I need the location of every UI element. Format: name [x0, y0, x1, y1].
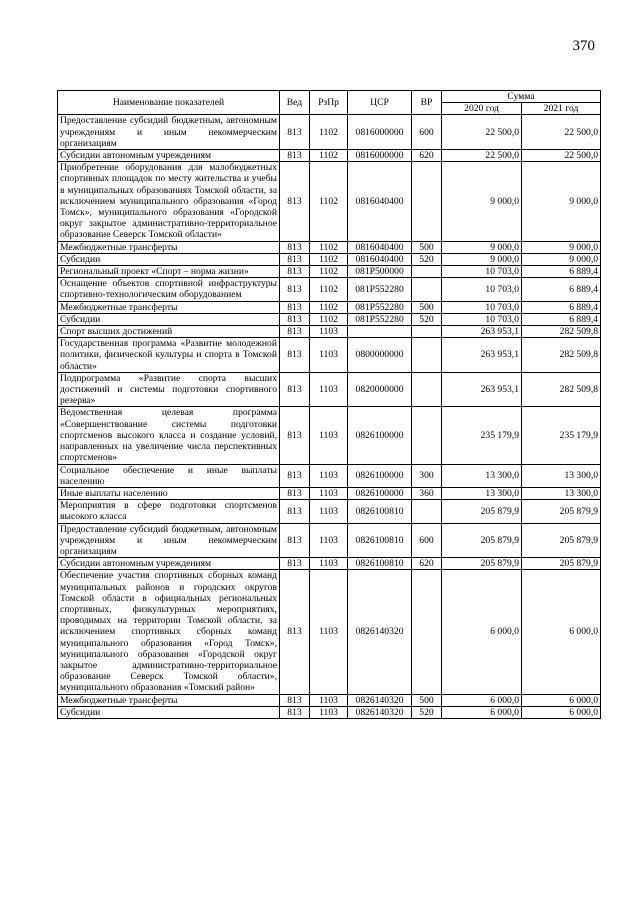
cell-vr [412, 500, 442, 523]
cell-amount-2021: 9 000,0 [522, 253, 601, 265]
cell-vr: 500 [412, 241, 442, 253]
cell-ved: 813 [280, 570, 310, 694]
cell-name: Подпрограмма «Развитие спорта высших достижений и системы подготовки спортивного резерва» [58, 372, 280, 407]
cell-ved: 813 [280, 487, 310, 499]
table-row [58, 115, 601, 150]
cell-name: Приобретение оборудования для малобюджетных спортивных площадок по месту жительства и учебы в муниципальных образованиях Томской области, за исключением муниципального образования «Город Томск», муниципального образования «Городской округ закрытое административно-территориальное образование Северск Томской области» [58, 162, 280, 241]
cell-amount-2020: 22 500,0 [442, 150, 522, 162]
cell-vr: 520 [412, 253, 442, 265]
cell-vr [412, 372, 442, 407]
cell-amount-2021: 205 879,9 [522, 500, 601, 523]
cell-rzpr: 1103 [310, 464, 348, 487]
cell-rzpr: 1103 [310, 487, 348, 499]
cell-ved: 813 [280, 523, 310, 558]
table-row [58, 706, 601, 718]
cell-csr: 0816000000 [348, 150, 412, 162]
table-row [58, 162, 601, 241]
cell-ved: 813 [280, 338, 310, 373]
cell-name: Мероприятия в сфере подготовки спортсменов высокого класса [58, 500, 280, 523]
cell-amount-2020: 205 879,9 [442, 558, 522, 570]
table-row [58, 500, 601, 523]
cell-rzpr: 1102 [310, 301, 348, 313]
cell-amount-2020: 22 500,0 [442, 115, 522, 150]
cell-ved: 813 [280, 372, 310, 407]
cell-rzpr: 1103 [310, 570, 348, 694]
table-row [58, 407, 601, 464]
cell-amount-2020: 263 953,1 [442, 326, 522, 338]
cell-name: Спорт высших достижений [58, 326, 280, 338]
cell-amount-2020: 9 000,0 [442, 162, 522, 241]
cell-vr: 500 [412, 694, 442, 706]
cell-amount-2020: 6 000,0 [442, 706, 522, 718]
cell-rzpr: 1103 [310, 523, 348, 558]
table-row [58, 278, 601, 301]
cell-amount-2020: 263 953,1 [442, 338, 522, 373]
cell-name: Предоставление субсидий бюджетным, автономным учреждениям и иным некоммерческим организациям [58, 115, 280, 150]
table-row [58, 241, 601, 253]
cell-csr: 0816040400 [348, 253, 412, 265]
cell-csr: 0826100000 [348, 407, 412, 464]
cell-vr: 520 [412, 706, 442, 718]
cell-rzpr: 1102 [310, 278, 348, 301]
cell-ved: 813 [280, 407, 310, 464]
cell-amount-2021: 13 300,0 [522, 487, 601, 499]
cell-amount-2020: 235 179,9 [442, 407, 522, 464]
cell-name: Субсидии автономным учреждениям [58, 558, 280, 570]
table-header [58, 91, 601, 115]
cell-name: Субсидии [58, 706, 280, 718]
cell-vr: 500 [412, 301, 442, 313]
cell-csr: 0826100810 [348, 523, 412, 558]
cell-amount-2021: 235 179,9 [522, 407, 601, 464]
table-body [58, 115, 601, 719]
cell-csr [348, 326, 412, 338]
budget-table [57, 90, 601, 719]
cell-csr: 0820000000 [348, 372, 412, 407]
cell-amount-2020: 10 703,0 [442, 266, 522, 278]
cell-amount-2021: 22 500,0 [522, 115, 601, 150]
cell-ved: 813 [280, 706, 310, 718]
header-ved: Вед [280, 91, 310, 115]
cell-amount-2020: 10 703,0 [442, 313, 522, 325]
cell-rzpr: 1103 [310, 407, 348, 464]
cell-amount-2020: 6 000,0 [442, 694, 522, 706]
cell-amount-2020: 9 000,0 [442, 241, 522, 253]
header-vr: ВР [412, 91, 442, 115]
cell-csr: 0826140320 [348, 706, 412, 718]
cell-vr: 300 [412, 464, 442, 487]
cell-rzpr: 1102 [310, 162, 348, 241]
cell-name: Предоставление субсидий бюджетным, автономным учреждениям и иным некоммерческим организациям [58, 523, 280, 558]
cell-ved: 813 [280, 162, 310, 241]
cell-ved: 813 [280, 266, 310, 278]
cell-rzpr: 1102 [310, 313, 348, 325]
cell-amount-2021: 6 889,4 [522, 278, 601, 301]
header-year-2020: 2020 год [442, 103, 522, 115]
cell-csr: 0800000000 [348, 338, 412, 373]
cell-name: Межбюджетные трансферты [58, 241, 280, 253]
table-row [58, 487, 601, 499]
cell-rzpr: 1102 [310, 115, 348, 150]
table-row [58, 266, 601, 278]
cell-vr: 620 [412, 150, 442, 162]
cell-ved: 813 [280, 278, 310, 301]
cell-amount-2021: 9 000,0 [522, 162, 601, 241]
cell-csr: 081P552280 [348, 301, 412, 313]
cell-rzpr: 1103 [310, 706, 348, 718]
cell-vr [412, 338, 442, 373]
cell-csr: 0826100000 [348, 464, 412, 487]
table-row [58, 313, 601, 325]
cell-vr [412, 266, 442, 278]
table-row [58, 301, 601, 313]
header-year-2021: 2021 год [522, 103, 601, 115]
cell-rzpr: 1103 [310, 326, 348, 338]
cell-csr: 0816000000 [348, 115, 412, 150]
cell-amount-2020: 205 879,9 [442, 500, 522, 523]
cell-ved: 813 [280, 464, 310, 487]
cell-rzpr: 1103 [310, 338, 348, 373]
table-row [58, 372, 601, 407]
cell-vr: 600 [412, 523, 442, 558]
cell-csr: 0826140320 [348, 694, 412, 706]
page-number: 370 [572, 38, 595, 54]
cell-name: Обеспечение участия спортивных сборных команд муниципальных районов и городских округов Томской области в официальных региональных спортивных, физкультурных мероприятиях, проводимых на территории Томской области, за исключением спортивных сборных команд муниципального образования «Город Томск», муниципального образования «Городской округ закрытое административно-территориальное образование Северск Томской области», муниципального образования «Томский район» [58, 570, 280, 694]
cell-amount-2020: 263 953,1 [442, 372, 522, 407]
cell-name: Иные выплаты населению [58, 487, 280, 499]
cell-amount-2021: 6 889,4 [522, 313, 601, 325]
header-csr: ЦСР [348, 91, 412, 115]
cell-name: Оснащение объектов спортивной инфраструктуры спортивно-технологическим оборудованием [58, 278, 280, 301]
cell-ved: 813 [280, 313, 310, 325]
cell-name: Социальное обеспечение и иные выплаты населению [58, 464, 280, 487]
cell-amount-2021: 205 879,9 [522, 523, 601, 558]
cell-amount-2020: 9 000,0 [442, 253, 522, 265]
cell-amount-2021: 6 000,0 [522, 694, 601, 706]
table-row [58, 570, 601, 694]
cell-csr: 0826100000 [348, 487, 412, 499]
cell-vr [412, 570, 442, 694]
cell-amount-2021: 6 889,4 [522, 266, 601, 278]
cell-amount-2021: 6 889,4 [522, 301, 601, 313]
cell-rzpr: 1103 [310, 372, 348, 407]
cell-vr: 600 [412, 115, 442, 150]
table-row [58, 253, 601, 265]
cell-amount-2020: 13 300,0 [442, 464, 522, 487]
cell-csr: 081P552280 [348, 278, 412, 301]
cell-csr: 0826100810 [348, 558, 412, 570]
table-row [58, 326, 601, 338]
header-rzpr: РзПр [310, 91, 348, 115]
cell-vr [412, 162, 442, 241]
cell-rzpr: 1103 [310, 558, 348, 570]
cell-ved: 813 [280, 253, 310, 265]
cell-vr: 360 [412, 487, 442, 499]
cell-rzpr: 1102 [310, 266, 348, 278]
cell-csr: 0826140320 [348, 570, 412, 694]
table-row [58, 464, 601, 487]
cell-csr: 081P500000 [348, 266, 412, 278]
cell-amount-2021: 6 000,0 [522, 706, 601, 718]
cell-amount-2021: 9 000,0 [522, 241, 601, 253]
cell-ved: 813 [280, 150, 310, 162]
cell-vr [412, 407, 442, 464]
cell-amount-2020: 205 879,9 [442, 523, 522, 558]
table-row [58, 338, 601, 373]
cell-ved: 813 [280, 241, 310, 253]
cell-amount-2021: 282 509,8 [522, 326, 601, 338]
cell-amount-2021: 22 500,0 [522, 150, 601, 162]
cell-ved: 813 [280, 326, 310, 338]
cell-ved: 813 [280, 694, 310, 706]
cell-rzpr: 1102 [310, 253, 348, 265]
cell-vr: 620 [412, 558, 442, 570]
cell-vr [412, 326, 442, 338]
cell-ved: 813 [280, 558, 310, 570]
cell-amount-2021: 282 509,8 [522, 338, 601, 373]
cell-ved: 813 [280, 301, 310, 313]
cell-name: Субсидии [58, 253, 280, 265]
cell-name: Государственная программа «Развитие молодежной политики, физической культуры и спорта в Томской области» [58, 338, 280, 373]
cell-rzpr: 1103 [310, 500, 348, 523]
cell-csr: 0826100810 [348, 500, 412, 523]
table-row [58, 694, 601, 706]
cell-amount-2020: 10 703,0 [442, 301, 522, 313]
cell-name: Субсидии [58, 313, 280, 325]
cell-ved: 813 [280, 115, 310, 150]
cell-csr: 0816040400 [348, 241, 412, 253]
table-row [58, 523, 601, 558]
cell-ved: 813 [280, 500, 310, 523]
table-row [58, 558, 601, 570]
cell-amount-2021: 282 509,8 [522, 372, 601, 407]
cell-name: Межбюджетные трансферты [58, 694, 280, 706]
cell-rzpr: 1102 [310, 241, 348, 253]
cell-amount-2021: 6 000,0 [522, 570, 601, 694]
cell-csr: 0816040400 [348, 162, 412, 241]
cell-name: Субсидии автономным учреждениям [58, 150, 280, 162]
header-name: Наименование показателей [58, 91, 280, 115]
cell-rzpr: 1102 [310, 150, 348, 162]
cell-vr: 520 [412, 313, 442, 325]
cell-vr [412, 278, 442, 301]
cell-name: Региональный проект «Спорт – норма жизни» [58, 266, 280, 278]
cell-amount-2020: 6 000,0 [442, 570, 522, 694]
cell-rzpr: 1103 [310, 694, 348, 706]
table-row [58, 150, 601, 162]
cell-name: Ведомственная целевая программа «Совершенствование системы подготовки спортсменов высокого класса и создание условий, направленных на увеличение числа перспективных спортсменов» [58, 407, 280, 464]
cell-amount-2021: 13 300,0 [522, 464, 601, 487]
cell-name: Межбюджетные трансферты [58, 301, 280, 313]
header-sum: Сумма [442, 91, 601, 103]
cell-amount-2020: 10 703,0 [442, 278, 522, 301]
cell-csr: 081P552280 [348, 313, 412, 325]
cell-amount-2020: 13 300,0 [442, 487, 522, 499]
cell-amount-2021: 205 879,9 [522, 558, 601, 570]
